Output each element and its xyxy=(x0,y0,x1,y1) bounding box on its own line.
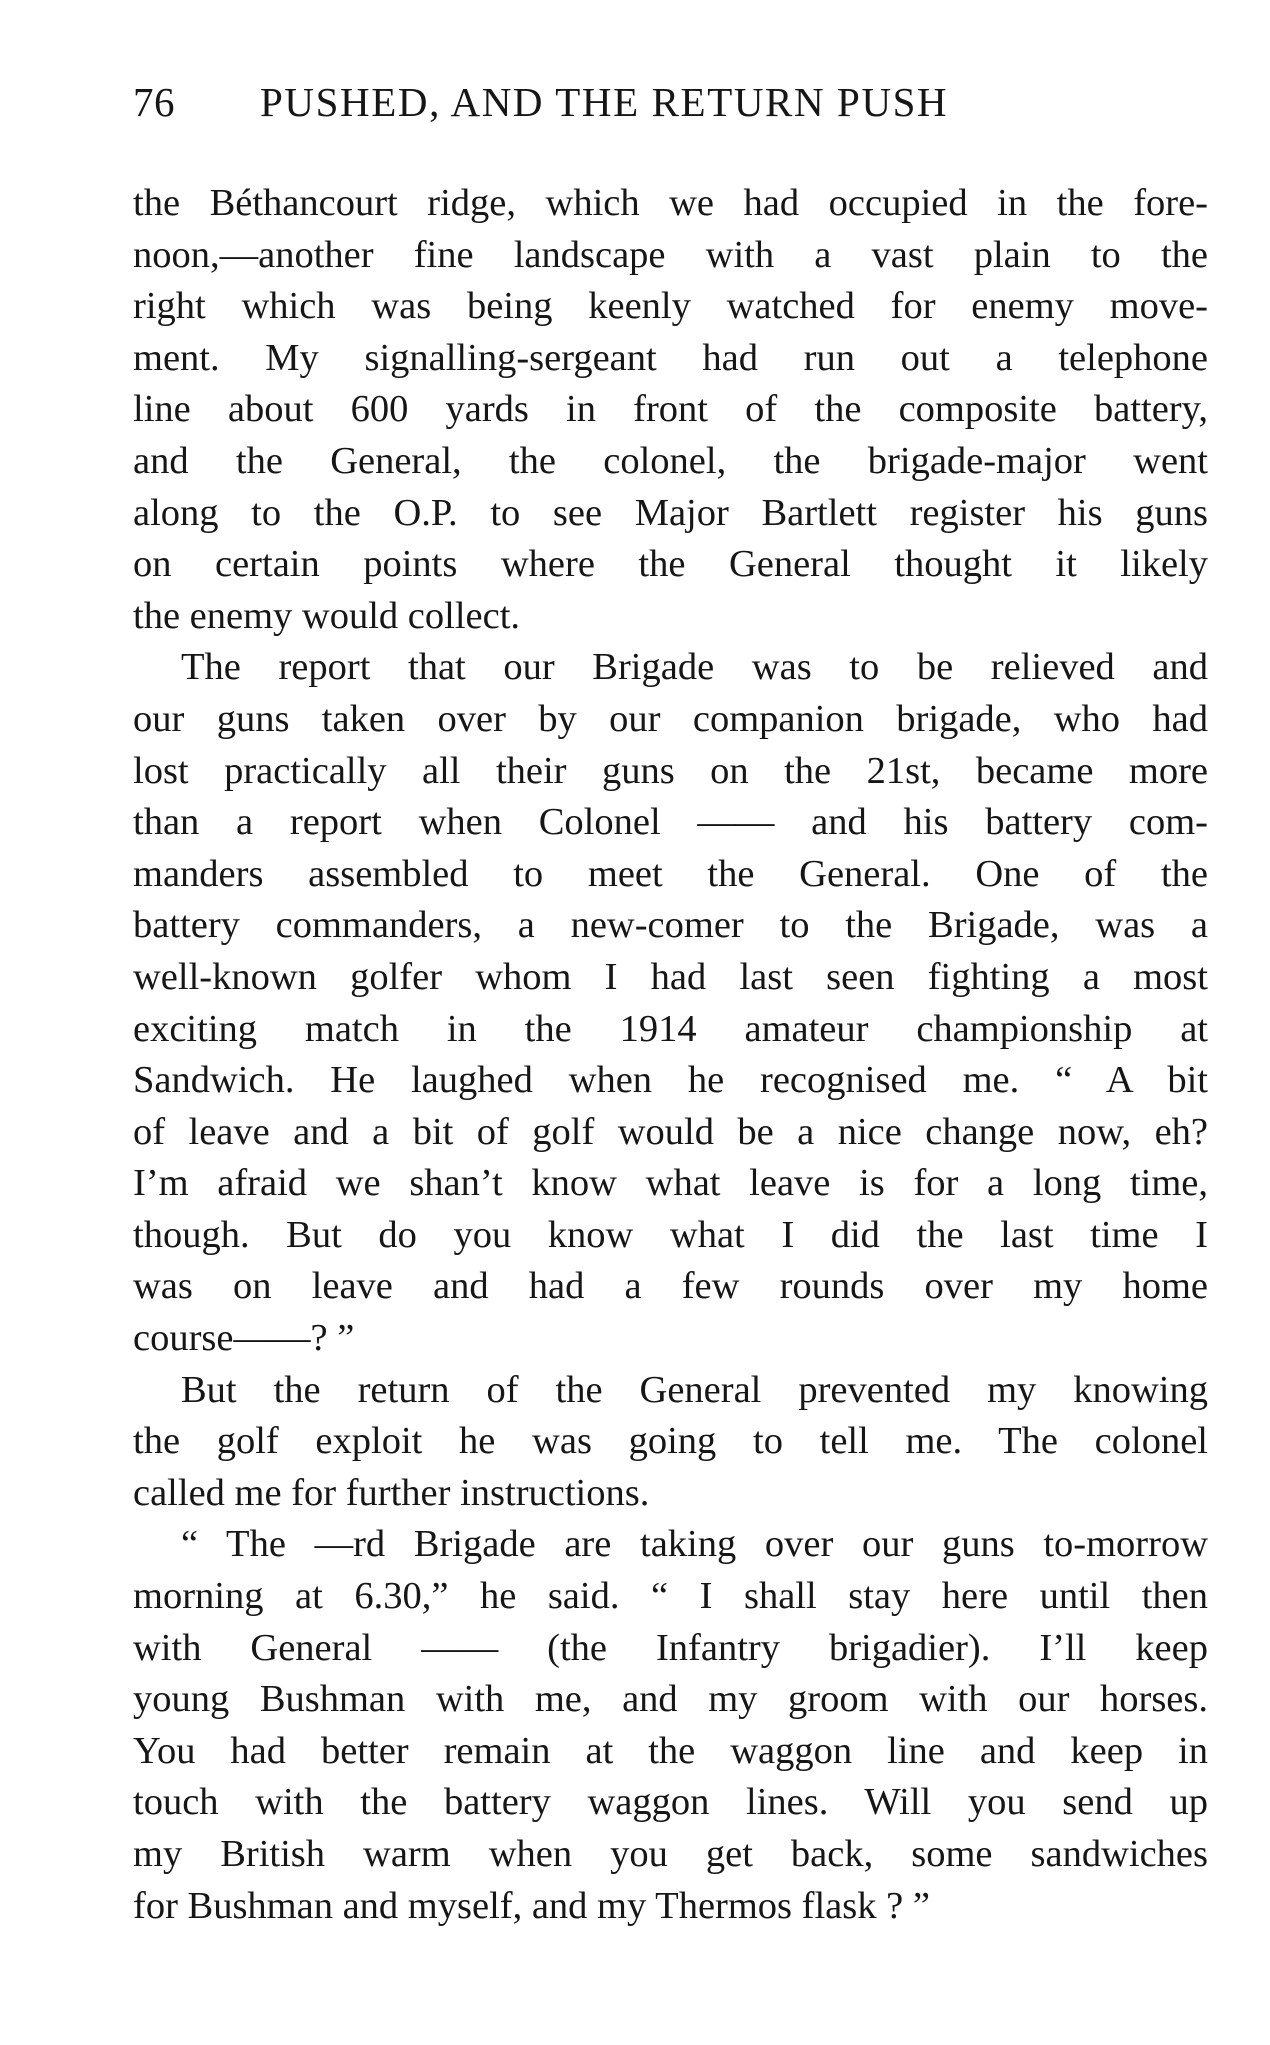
text-line: our guns taken over by our companion brigade, who had xyxy=(133,697,1208,740)
text-line: battery commanders, a new-comer to the Brigade, was a xyxy=(133,904,1208,947)
text-line: The report that our Brigade was to be relieved and xyxy=(181,646,1208,689)
paragraph-2 xyxy=(133,642,1208,1364)
paragraph-4 xyxy=(133,1519,1208,1932)
text-line: called me for further instructions. xyxy=(133,1471,650,1514)
text-line: line about 600 yards in front of the composite battery, xyxy=(133,388,1208,431)
text-line: ment. My signalling-sergeant had run out a telephone xyxy=(133,336,1208,379)
text-line: right which was being keenly watched for enemy move- xyxy=(133,285,1208,328)
text-line: the enemy would collect. xyxy=(133,594,521,637)
running-title: PUSHED, AND THE RETURN PUSH xyxy=(260,79,949,125)
text-line: the golf exploit he was going to tell me. The colonel xyxy=(133,1420,1208,1463)
text-line: along to the O.P. to see Major Bartlett register his guns xyxy=(133,491,1208,534)
text-line: and the General, the colonel, the brigade-major went xyxy=(133,439,1208,482)
text-line: lost practically all their guns on the 21st, became more xyxy=(133,749,1208,792)
text-line: noon,—another fine landscape with a vast plain to the xyxy=(133,233,1208,276)
text-line: well-known golfer whom I had last seen fighting a most xyxy=(133,955,1208,998)
text-line: Sandwich. He laughed when he recognised me. “ A bit xyxy=(133,1059,1208,1102)
text-line: “ The —rd Brigade are taking over our guns to-morrow xyxy=(181,1523,1208,1566)
text-line: touch with the battery waggon lines. Will you send up xyxy=(133,1781,1208,1824)
body-text xyxy=(133,178,1208,1932)
text-line: young Bushman with me, and my groom with our horses. xyxy=(133,1678,1208,1721)
text-line: though. But do you know what I did the last time I xyxy=(133,1213,1208,1256)
text-line: But the return of the General prevented my knowing xyxy=(181,1368,1208,1411)
text-line: of leave and a bit of golf would be a nice change now, eh? xyxy=(133,1110,1208,1153)
text-line: the Béthancourt ridge, which we had occupied in the fore- xyxy=(133,182,1208,224)
text-line: exciting match in the 1914 amateur championship at xyxy=(133,1007,1208,1050)
text-line: on certain points where the General thought it likely xyxy=(133,543,1208,586)
paragraph-1 xyxy=(133,178,1208,642)
text-line: than a report when Colonel —— and his battery com- xyxy=(133,801,1208,844)
text-line: for Bushman and myself, and my Thermos flask ? ” xyxy=(133,1884,930,1927)
text-line: was on leave and had a few rounds over my home xyxy=(133,1265,1208,1308)
running-head xyxy=(133,72,1093,132)
text-line: my British warm when you get back, some sandwiches xyxy=(133,1833,1208,1875)
text-line: You had better remain at the waggon line and keep in xyxy=(133,1729,1208,1772)
page-number: 76 xyxy=(133,79,175,125)
text-line: with General —— (the Infantry brigadier). I’ll keep xyxy=(133,1626,1208,1669)
text-line: morning at 6.30,” he said. “ I shall stay here until then xyxy=(133,1575,1208,1618)
text-line: manders assembled to meet the General. One of the xyxy=(133,852,1208,895)
text-line: course——? ” xyxy=(133,1317,355,1360)
text-line: I’m afraid we shan’t know what leave is for a long time, xyxy=(133,1162,1208,1205)
paragraph-3 xyxy=(133,1365,1208,1520)
